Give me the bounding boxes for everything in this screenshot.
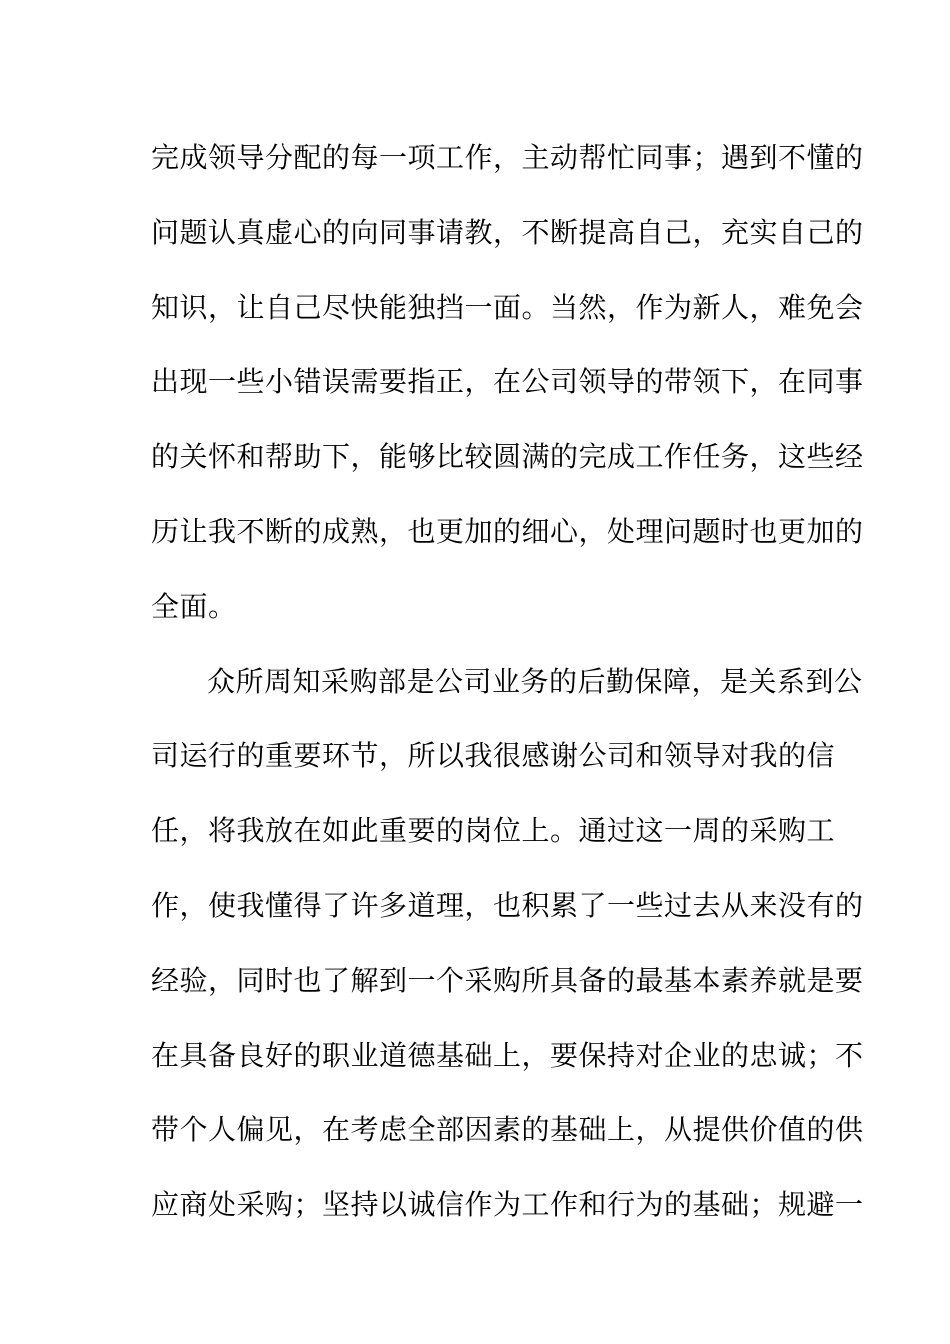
paragraph-1	[151, 121, 864, 645]
text-line: 全面。	[151, 589, 237, 623]
text-line: 应商处采购；坚持以诚信作为工作和行为的基础；规避一	[151, 1188, 864, 1222]
text-line: 带个人偏见，在考虑全部因素的基础上，从提供价值的供	[151, 1113, 864, 1147]
text-line: 的关怀和帮助下，能够比较圆满的完成工作任务，这些经	[151, 440, 864, 474]
text-line: 问题认真虚心的向同事请教，不断提高自己，充实自己的	[151, 215, 864, 249]
text-line: 作，使我懂得了许多道理，也积累了一些过去从来没有的	[151, 888, 864, 922]
text-line: 出现一些小错误需要指正，在公司领导的带领下，在同事	[151, 365, 864, 399]
text-line: 任，将我放在如此重要的岗位上。通过这一周的采购工	[151, 814, 836, 848]
text-line: 在具备良好的职业道德基础上，要保持对企业的忠诚；不	[151, 1038, 864, 1072]
text-line: 经验，同时也了解到一个采购所具备的最基本素养就是要	[151, 963, 864, 997]
document-body	[151, 121, 864, 1243]
text-line: 知识，让自己尽快能独挡一面。当然，作为新人，难免会	[151, 290, 864, 324]
text-line: 完成领导分配的每一项工作，主动帮忙同事；遇到不懂的	[151, 141, 864, 174]
text-line: 历让我不断的成熟，也更加的细心，处理问题时也更加的	[151, 514, 864, 548]
text-line: 众所周知采购部是公司业务的后勤保障，是关系到公	[207, 664, 863, 698]
paragraph-2	[151, 645, 864, 1243]
text-line: 司运行的重要环节，所以我很感谢公司和领导对我的信	[151, 739, 836, 773]
